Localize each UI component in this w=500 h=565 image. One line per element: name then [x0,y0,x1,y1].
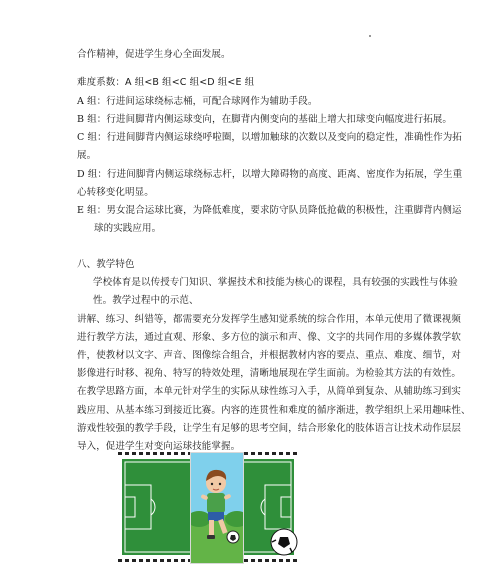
section-heading: 八、教学特色 [77,259,135,270]
para3-line-2: 践应用、从基本练习到接近比赛。内容的连贯性和难度的循序渐进，教学组织上采用趣味性、 [77,405,471,416]
para3-line-1: 在教学思路方面，本单元针对学生的实际从球性练习入手，从简单到复杂、从辅助练习到实 [77,386,462,397]
group-d-line: D 组：行进间脚背内侧运球绕标志杆，以增大障碍物的高度、距离、密度作为拓展，学生重 [77,169,463,180]
group-d-line-2: 心转移变化明显。 [77,187,154,198]
football-icon [270,528,298,556]
para3-line-3: 游戏性较强的教学手段，让学生有足够的思考空间，结合形象化的肢体语言让技术动作层层 [77,423,462,434]
group-a-line: A 组：行进间运球绕标志桶，可配合球网作为辅助手段。 [77,96,318,107]
text-line-1: 合作精神，促进学生身心全面发展。 [77,49,231,60]
difficulty-line: 难度系数：A 组<B 组<C 组<D 组<E 组 [77,77,255,88]
group-e-line: E 组：男女混合运球比赛，为降低难度，要求防守队员降低抢截的积极性，注重脚背内侧运 [77,205,462,216]
para2-line-4: 影像进行时移、视角、特写的特效处理，清晰地展现在学生面前。为检验其方法的有效性。 [77,368,462,379]
page-mark [369,35,371,37]
para2-line-2: 进行教学方法，通过直观、形象、多方位的演示和声、像、文字的共同作用的多媒体教学软 [77,332,462,343]
soccer-illustration [118,452,298,562]
para1-line-1: 学校体育是以传授专门知识、掌握技术和技能为核心的课程，具有较强的实践性与体验 [93,277,458,288]
boy-playing-football-image [190,452,244,564]
para2-line-3: 件，使教材以文字、声音、图像综合组合，并根据教材内容的要点、重点、难度、细节，对 [77,350,462,361]
boy-with-ball-icon [191,453,243,563]
para3-line-4: 导入，促进学生对变向运球技能掌握。 [77,441,241,452]
para2-line-1: 讲解、练习、纠错等，都需要充分发挥学生感知觉系统的综合作用，本单元使用了微课视频 [77,314,462,325]
group-b-line: B 组：行进间脚背内侧运球变向，在脚背内侧变向的基础上增大扣球变向幅度进行拓展。 [77,114,453,125]
para1-line-2: 性。教学过程中的示范、 [93,295,199,306]
group-e-line-2: 球的实践应用。 [94,223,162,234]
group-c-line: C 组：行进间脚背内侧运球绕呼啦圈，以增加触球的次数以及变向的稳定性，准确性作为拓 [77,132,462,143]
group-c-line-2: 展。 [77,150,97,161]
